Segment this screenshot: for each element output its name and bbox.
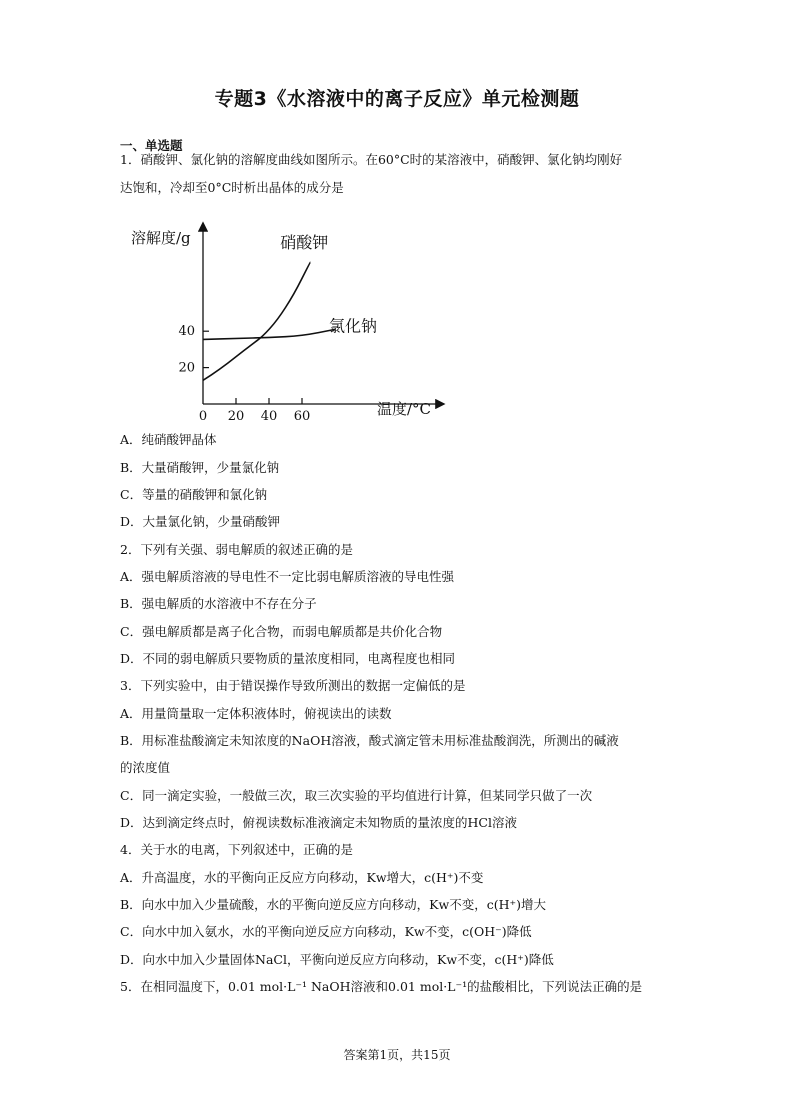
option-line: A．强电解质溶液的导电性不一定比弱电解质溶液的导电性强 (120, 569, 455, 584)
page-title: 专题3《水溶液中的离子反应》单元检测题 (214, 88, 580, 110)
x-tick-label: 40 (260, 409, 278, 423)
question-line: 4．关于水的电离，下列叙述中，正确的是 (120, 842, 353, 857)
option-line: D．不同的弱电解质只要物质的量浓度相同，电离程度也相同 (120, 651, 456, 666)
option-line: B．大量硝酸钾，少量氯化钠 (120, 460, 280, 475)
option-line: 的浓度值 (120, 760, 171, 775)
series-line-0 (203, 262, 310, 380)
question-line: 3．下列实验中，由于错误操作导致所测出的数据一定偏低的是 (120, 678, 466, 693)
question-line: 1．硝酸钾、氯化钠的溶解度曲线如图所示。在60°C时的某溶液中，硝酸钾、氯化钠均刚好 (120, 152, 623, 167)
option-line: D．向水中加入少量固体NaCl，平衡向逆反应方向移动，Kw不变，c(H⁺)降低 (120, 952, 554, 967)
y-axis-label: 溶解度/g (131, 229, 191, 247)
series-label: 氯化钠 (329, 316, 378, 336)
question-line: 2．下列有关强、弱电解质的叙述正确的是 (120, 542, 353, 557)
question-line: 5．在相同温度下，0.01 mol·L⁻¹ NaOH溶液和0.01 mol·L⁻¹的盐酸相比，下列说法正确的是 (120, 979, 643, 994)
question-line: 达饱和，冷却至0°C时析出晶体的成分是 (120, 180, 344, 195)
series-line-1 (203, 329, 335, 339)
y-tick-label: 40 (178, 324, 195, 340)
section-heading: 一、单选题 (120, 138, 183, 153)
x-tick-label: 60 (293, 409, 311, 423)
option-line: C．同一滴定实验，一般做三次，取三次实验的平均值进行计算，但某同学只做了一次 (120, 788, 593, 803)
x-tick-label: 20 (227, 409, 245, 423)
option-line: A．升高温度，水的平衡向正反应方向移动，Kw增大，c(H⁺)不变 (120, 870, 484, 885)
option-line: D．达到滴定终点时，俯视读数标准液滴定未知物质的量浓度的HCl溶液 (120, 815, 517, 830)
option-line: B．向水中加入少量硫酸，水的平衡向逆反应方向移动，Kw不变，c(H⁺)增大 (120, 897, 546, 912)
series-label: 硝酸钾 (280, 233, 329, 253)
x-tick-label: 0 (198, 409, 208, 423)
option-line: C．强电解质都是离子化合物，而弱电解质都是共价化合物 (120, 624, 443, 639)
option-line: C．向水中加入氨水，水的平衡向逆反应方向移动，Kw不变，c(OH⁻)降低 (120, 924, 532, 939)
option-line: D．大量氯化钠，少量硝酸钾 (120, 514, 281, 529)
option-line: A．用量筒量取一定体积液体时，俯视读出的读数 (120, 706, 392, 721)
solubility-chart (125, 218, 455, 423)
option-line: B．强电解质的水溶液中不存在分子 (120, 596, 317, 611)
option-line: B．用标准盐酸滴定未知浓度的NaOH溶液，酸式滴定管未用标准盐酸润洗，所测出的碱液 (120, 733, 619, 748)
x-axis-label: 温度/°C (377, 400, 432, 418)
y-tick-label: 20 (178, 360, 195, 376)
option-line: A．纯硝酸钾晶体 (120, 432, 217, 447)
page-footer: 答案第1页，共15页 (343, 1048, 451, 1062)
option-line: C．等量的硝酸钾和氯化钠 (120, 487, 268, 502)
solubility-chart-svg (125, 218, 455, 423)
